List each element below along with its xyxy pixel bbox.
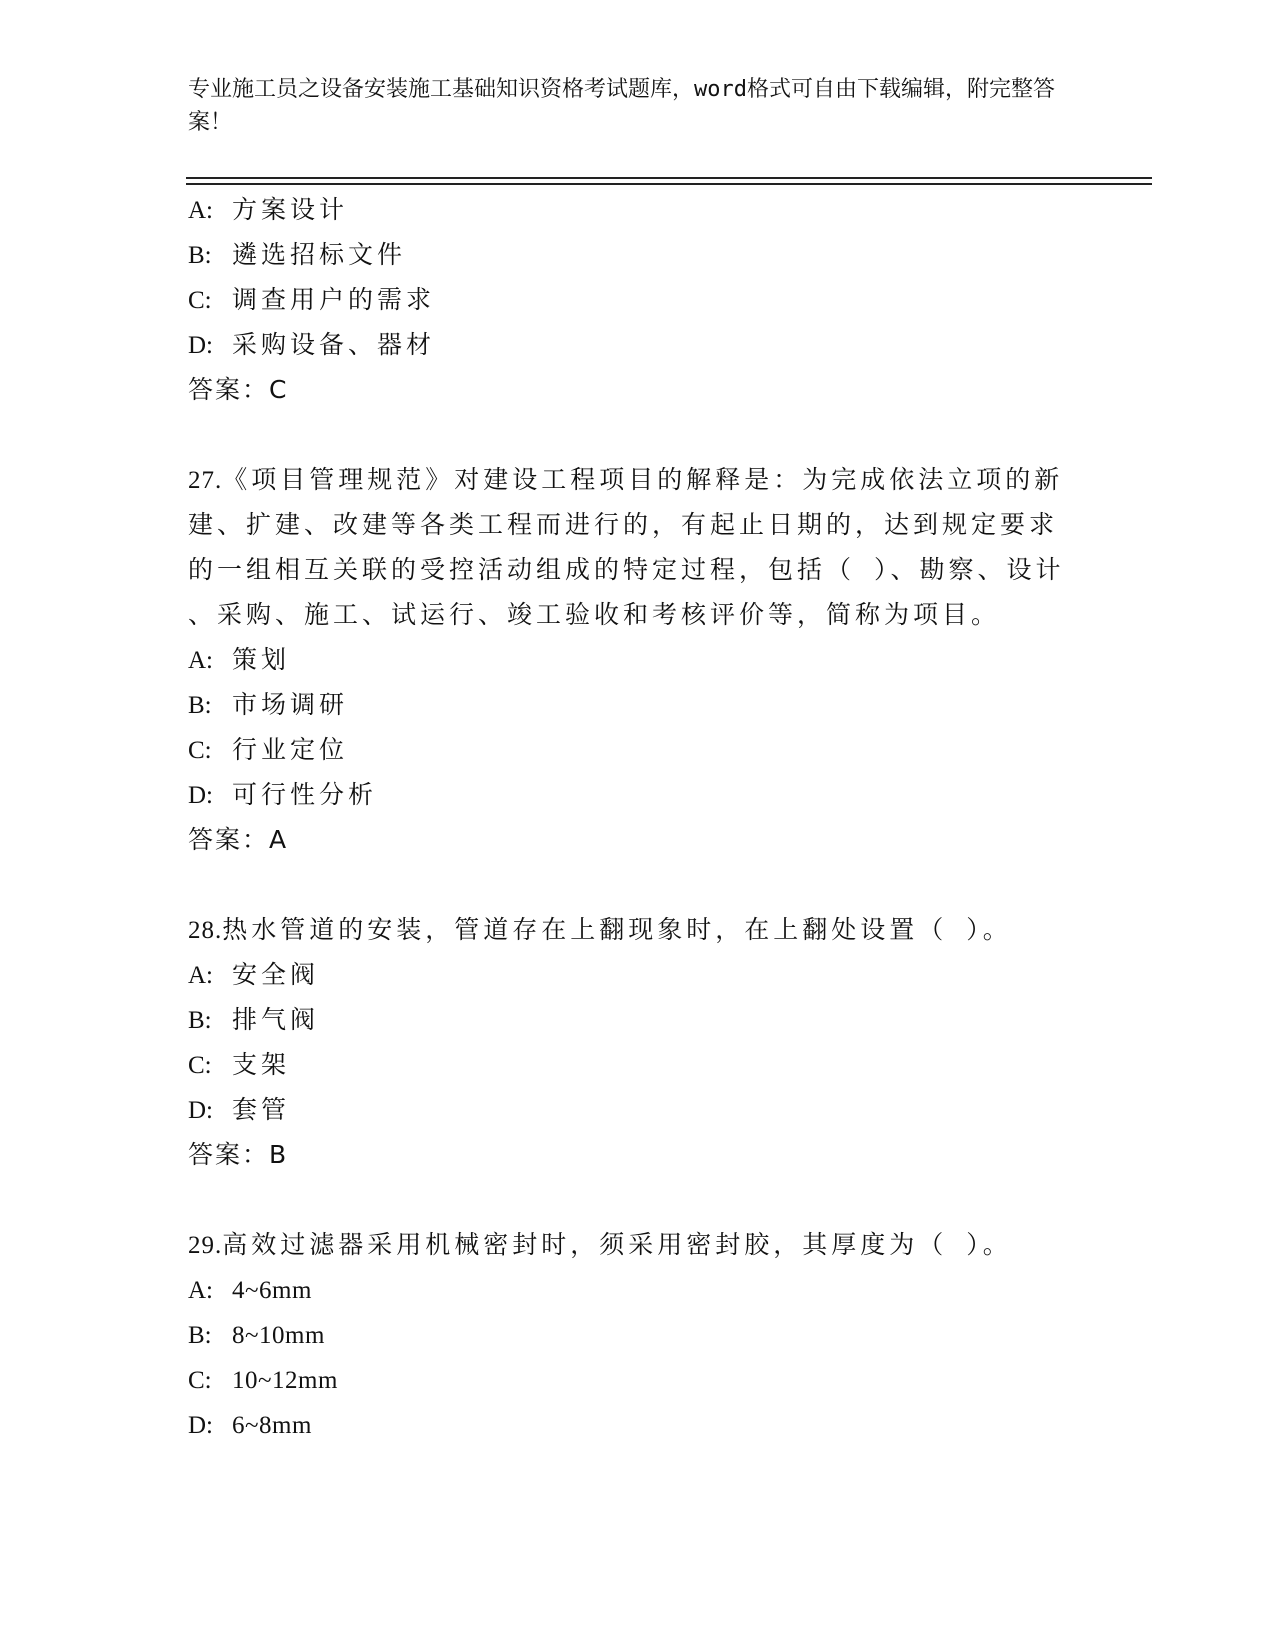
option-letter: C:	[188, 1367, 212, 1394]
option-text: 支架	[232, 1050, 291, 1079]
q26-answer: 答案：C	[188, 375, 289, 404]
q28-option-d	[188, 1093, 290, 1128]
document-header	[188, 73, 1068, 139]
option-text: 套管	[232, 1095, 291, 1124]
question-stem-text: 《项目管理规范》对建设工程项目的解释是：为完成依法立项的新	[222, 465, 1064, 494]
q28-option-c	[188, 1048, 290, 1083]
header-title: 专业施工员之设备安装施工基础知识资格考试题库，word格式可自由下载编辑，附完整答案！	[188, 77, 1055, 135]
question-stem-text: 热水管道的安装，管道存在上翻现象时，在上翻处设置（ ）。	[222, 915, 1012, 944]
q27-option-b	[188, 688, 348, 723]
q28-option-a	[188, 958, 319, 993]
q29-option-a	[188, 1273, 312, 1308]
q28-stem	[188, 913, 1012, 948]
option-text: 遴选招标文件	[232, 240, 407, 269]
q27-answer: 答案：A	[188, 825, 289, 854]
option-letter: A:	[188, 1277, 213, 1304]
q27-stem-line-4: 、采购、施工、试运行、竣工验收和考核评价等，简称为项目。	[188, 600, 1001, 629]
option-letter: B:	[188, 692, 212, 719]
q27-option-a	[188, 643, 290, 678]
q29-option-c	[188, 1363, 338, 1398]
option-text: 安全阀	[232, 960, 320, 989]
option-letter: C:	[188, 737, 212, 764]
option-letter: A:	[188, 647, 213, 674]
q28-option-b	[188, 1003, 319, 1038]
option-text: 采购设备、器材	[232, 330, 436, 359]
q27-option-d	[188, 778, 377, 813]
question-number: 27.	[188, 467, 223, 494]
option-text: 10~12mm	[232, 1367, 338, 1394]
option-text: 调查用户的需求	[232, 285, 436, 314]
q29-stem	[188, 1228, 1012, 1263]
option-text: 排气阀	[232, 1005, 320, 1034]
q28-answer: 答案：B	[188, 1140, 289, 1169]
option-letter: C:	[188, 1052, 212, 1079]
question-number: 29.	[188, 1232, 223, 1259]
q27-stem-line-2: 建、扩建、改建等各类工程而进行的，有起止日期的，达到规定要求	[188, 510, 1059, 539]
q27-stem-line-3: 的一组相互关联的受控活动组成的特定过程，包括（ ）、勘察、设计	[188, 555, 1065, 584]
option-letter: A:	[188, 197, 213, 224]
header-divider-top	[186, 177, 1152, 179]
q26-option-c	[188, 283, 435, 318]
question-number: 28.	[188, 917, 223, 944]
option-letter: B:	[188, 1007, 212, 1034]
q26-option-a	[188, 193, 348, 228]
question-stem-text: 高效过滤器采用机械密封时，须采用密封胶，其厚度为（ ）。	[222, 1230, 1012, 1259]
option-text: 4~6mm	[232, 1277, 312, 1304]
option-letter: D:	[188, 782, 213, 809]
option-text: 市场调研	[232, 690, 349, 719]
option-text: 6~8mm	[232, 1412, 312, 1439]
q27-option-c	[188, 733, 348, 768]
option-letter: C:	[188, 287, 212, 314]
option-letter: D:	[188, 332, 213, 359]
q26-option-b	[188, 238, 406, 273]
option-text: 8~10mm	[232, 1322, 325, 1349]
q29-option-b	[188, 1318, 325, 1353]
option-letter: A:	[188, 962, 213, 989]
option-letter: B:	[188, 1322, 212, 1349]
option-text: 行业定位	[232, 735, 349, 764]
header-divider-bottom	[186, 183, 1152, 185]
q29-option-d	[188, 1408, 312, 1443]
q26-option-d	[188, 328, 435, 363]
q27-stem-line-1	[188, 463, 1063, 498]
option-text: 可行性分析	[232, 780, 378, 809]
option-letter: D:	[188, 1097, 213, 1124]
option-text: 方案设计	[232, 195, 349, 224]
option-letter: D:	[188, 1412, 213, 1439]
option-letter: B:	[188, 242, 212, 269]
option-text: 策划	[232, 645, 291, 674]
